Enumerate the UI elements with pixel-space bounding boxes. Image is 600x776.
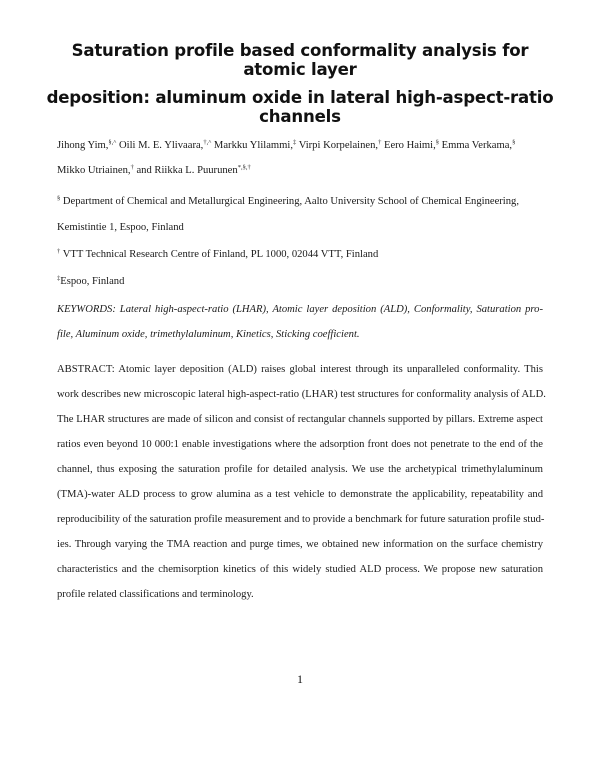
abstract-line: The LHAR structures are made of silicon and consist of rectangular channels supported by pillars. Extreme aspect [57, 414, 543, 425]
author-name: Jihong Yim, [57, 140, 109, 151]
author-name: Virpi Korpelainen, [296, 140, 379, 151]
author-affiliation-mark: †,^ [203, 139, 212, 146]
author-affiliation-mark: § [512, 139, 516, 146]
affiliation-1-line-1 [57, 196, 519, 207]
author-name: Oili M. E. Ylivaara, [116, 140, 204, 151]
abstract-line: ratios even beyond 10 000:1 enable investigations where the adsorption front does not penetrate to the end of the [57, 439, 543, 450]
abstract-line: profile related classifications and terminology. [57, 589, 254, 600]
affiliation-text: Department of Chemical and Metallurgical Engineering, Aalto University School of Chemical Engineering, [60, 196, 519, 207]
abstract-line: ies. Through varying the TMA reaction and purge times, we obtained new information on the surface chemistry [57, 539, 543, 550]
keywords-line-1: KEYWORDS: Lateral high-aspect-ratio (LHAR), Atomic layer deposition (ALD), Conformality, Saturation pro- [57, 304, 543, 315]
author-name: and Riikka L. Puurunen [133, 165, 238, 176]
affiliation-text: Espoo, Finland [60, 276, 125, 287]
abstract-line: characteristics and the chemisorption kinetics of this widely studied ALD process. We propose new saturation [57, 564, 543, 575]
paper-title-line-1: Saturation profile based conformality analysis for atomic layer [71, 41, 529, 79]
abstract-line: work describes new microscopic lateral high-aspect-ratio (LHAR) test structures for conformality analysis of ALD. [57, 389, 546, 400]
page-number: 1 [297, 672, 303, 686]
author-name: Mikko Utriainen, [57, 165, 131, 176]
affiliation-mark: † [57, 248, 61, 255]
author-affiliation-mark: §,^ [108, 139, 117, 146]
affiliation-2 [57, 249, 378, 260]
keywords-line-2: file, Aluminum oxide, trimethylaluminum, Kinetics, Sticking coefficient. [57, 329, 360, 340]
author-affiliation-mark: ‡ [292, 139, 297, 146]
author-affiliation-mark: † [130, 164, 134, 171]
author-line-1 [57, 140, 515, 151]
abstract-line: channel, thus exposing the saturation profile for detailed analysis. We use the archetypical trimethylaluminum [57, 464, 543, 475]
author-name: Eero Haimi, [381, 140, 436, 151]
affiliation-mark: § [57, 195, 61, 202]
author-name: Emma Verkama, [439, 140, 513, 151]
author-name: Markku Ylilammi, [211, 140, 293, 151]
paper-title-line-2: deposition: aluminum oxide in lateral high-aspect-ratio channels [46, 88, 554, 126]
abstract-line: (TMA)-water ALD process to grow alumina as a test vehicle to demonstrate the applicability, repeatability and [57, 489, 543, 500]
abstract-line: ABSTRACT: Atomic layer deposition (ALD) raises global interest through its unparalleled conformality. This [57, 364, 543, 375]
affiliation-text: VTT Technical Research Centre of Finland, PL 1000, 02044 VTT, Finland [60, 249, 379, 260]
author-affiliation-mark: *,§,† [237, 164, 251, 171]
author-affiliation-mark: † [378, 139, 382, 146]
affiliation-3 [57, 276, 124, 287]
author-line-2 [57, 165, 251, 176]
affiliation-mark: ‡ [57, 275, 61, 282]
affiliation-1-line-2: Kemistintie 1, Espoo, Finland [57, 222, 184, 233]
abstract-line: reproducibility of the saturation profile measurement and to provide a benchmark for future saturation profile stud- [57, 514, 545, 525]
author-affiliation-mark: § [435, 139, 440, 146]
